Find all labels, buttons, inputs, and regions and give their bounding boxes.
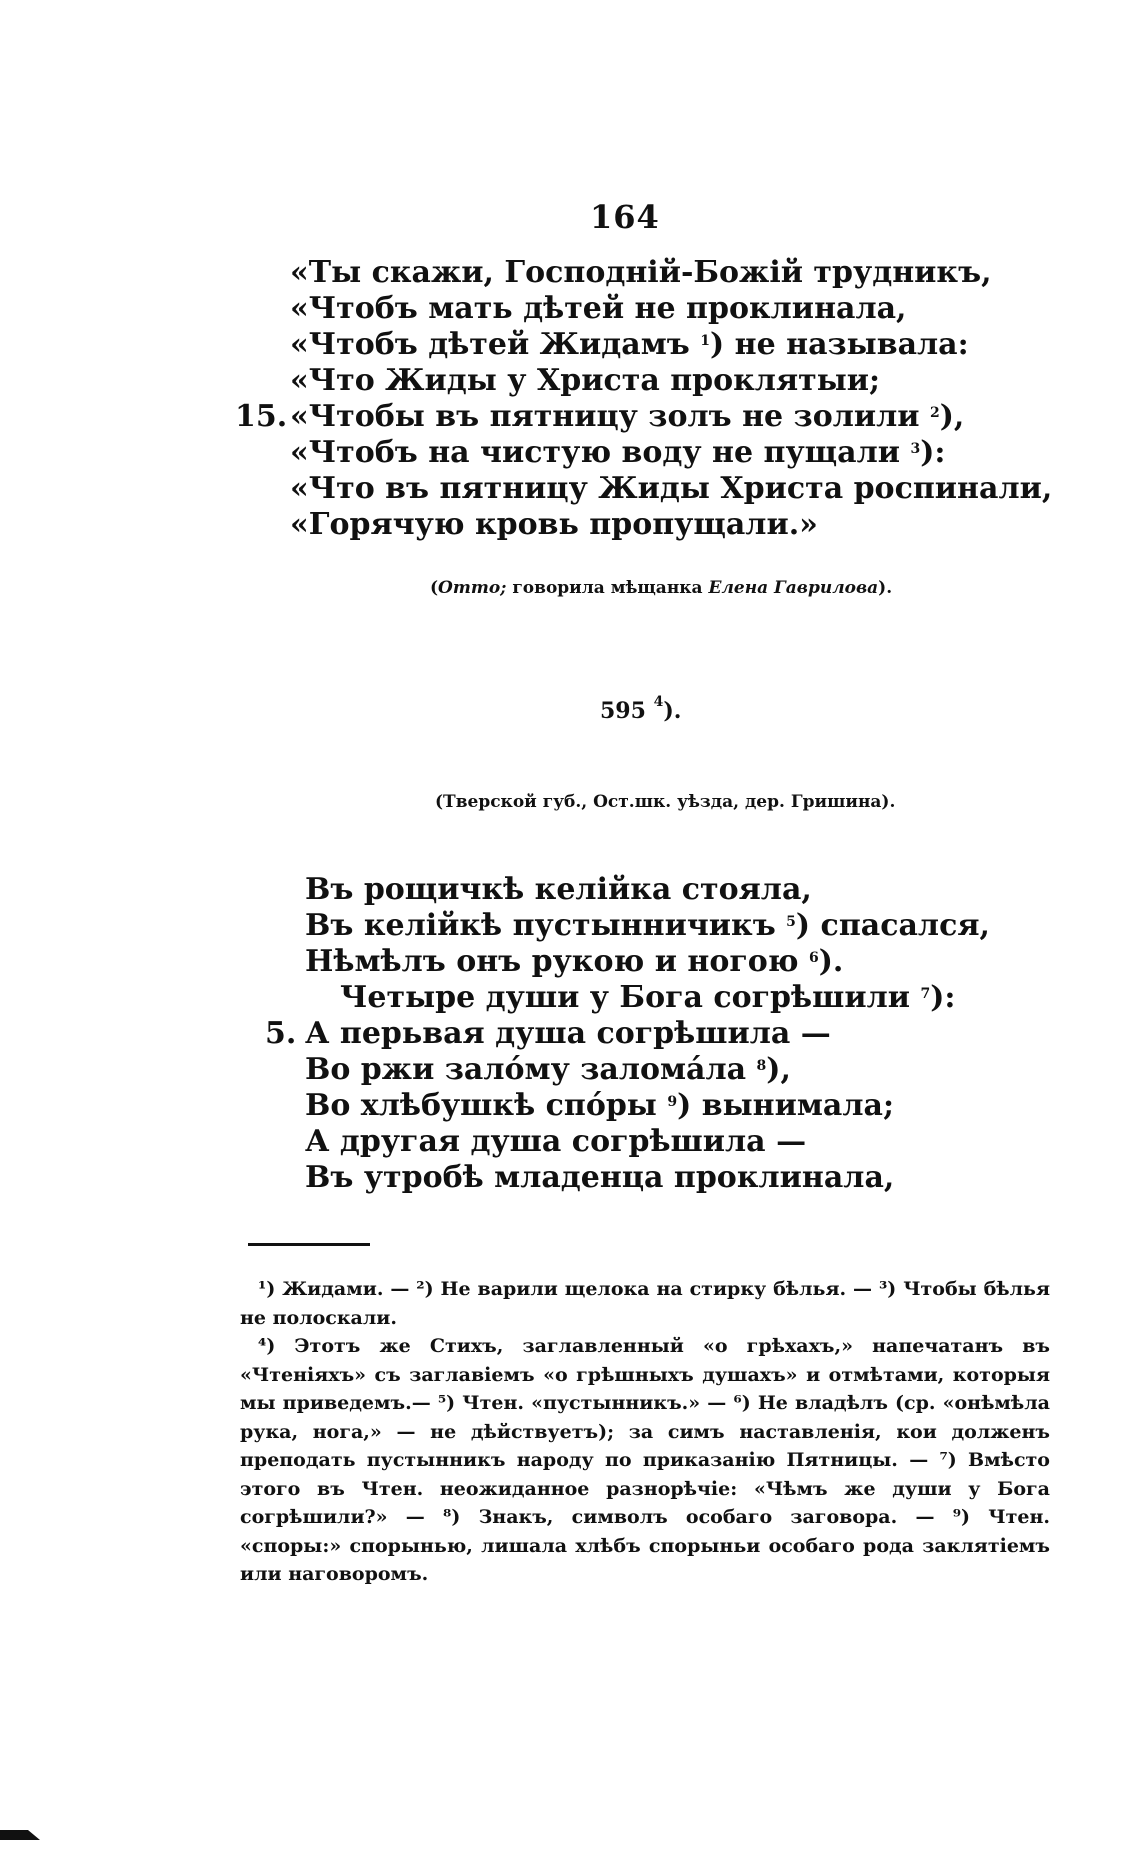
poem-line: Нѣмѣлъ онъ рукою и ногою $^6$). — [305, 944, 844, 979]
poem-line: А другая душа согрѣшила — — [305, 1124, 807, 1159]
footnote-rule — [248, 1243, 370, 1246]
poem-line: Въ утробѣ младенца проклинала, — [305, 1160, 895, 1195]
poem-line: 15. «Чтобы въ пятницу золъ не золили $^2$), — [235, 399, 965, 434]
footnote-ref: 1 — [700, 333, 710, 349]
poem-line: «Горячую кровь пропущали.» — [290, 507, 818, 542]
page-number: 164 — [590, 198, 660, 236]
footnote-ref: 4 — [653, 694, 664, 710]
poem-line: «Ты скажи, Господній-Божій трудникъ, — [290, 255, 992, 290]
page-edge-mark — [0, 1830, 40, 1840]
footnotes — [240, 1275, 1050, 1589]
song-number: 595 $^4$). — [600, 694, 682, 724]
footnote-paragraph: ⁴) Этотъ же Стихъ, заглавленный «о грѣхахъ,» напечатанъ въ «Чтеніяхъ» съ заглавіемъ «о грѣшныхъ душахъ» и отмѣтами, которыя мы приведемъ.— ⁵) Чтен. «пустынникъ.» — ⁶) Не владѣлъ (ср. «онѣмѣла рука, нога,» — не дѣйствуетъ); за симъ наставленія, кои долженъ преподать пустынникъ народу по приказанію Пятницы. — ⁷) Вмѣсто этого въ Чтен. неожиданное разнорѣчіе: «Чѣмъ же души у Бога согрѣшили?» — ⁸) Знакъ, символъ особаго заговора. — ⁹) Чтен. «споры:» спорынью, лишала хлѣбъ спорыньи особаго рода заклятіемъ или наговоромъ. — [240, 1335, 1050, 1585]
poem-second — [265, 872, 1045, 1196]
footnote-paragraph: ¹) Жидами. — ²) Не варили щелока на стирку бѣлья. — ³) Чтобы бѣлья не полоскали. — [240, 1278, 1050, 1329]
poem-line: 5. А перьвая душа согрѣшила — — [265, 1016, 831, 1051]
attribution: (Отто; говорила мѣщанка Елена Гаврилова). — [430, 578, 893, 598]
footnote-ref: 2 — [929, 405, 940, 421]
line-number: 5. — [265, 1016, 297, 1051]
poem-line: Во ржи залóму заломáла $^8$), — [305, 1052, 791, 1087]
poem-line: Четыре души у Бога согрѣшили $^7$): — [340, 980, 956, 1015]
poem-line: «Чтобъ мать дѣтей не проклинала, — [290, 291, 907, 326]
poem-line: «Чтобъ на чистую воду не пущали $^3$): — [290, 435, 946, 470]
footnote-ref: 6 — [808, 950, 819, 966]
poem-line: «Чтобъ дѣтей Жидамъ $^1$) не называла: — [290, 327, 969, 362]
location-note: (Тверской губ., Ост.шк. уѣзда, дер. Гришина). — [435, 792, 896, 812]
footnote-ref: 9 — [667, 1094, 678, 1110]
poem-line: Во хлѣбушкѣ спóры $^9$) вынимала; — [305, 1088, 895, 1123]
poem-line: Въ рощичкѣ келійка стояла, — [305, 872, 812, 907]
poem-line: «Что въ пятницу Жиды Христа роспинали, — [290, 471, 1053, 506]
footnote-ref: 3 — [910, 441, 921, 457]
poem-first — [235, 255, 1055, 543]
footnote-ref: 8 — [756, 1058, 767, 1074]
footnote-ref: 5 — [786, 914, 796, 930]
footnote-ref: 7 — [920, 986, 931, 1002]
line-number: 15. — [235, 399, 288, 434]
poem-line: Въ келійкѣ пустынничикъ $^5$) спасался, — [305, 908, 990, 943]
poem-line: «Что Жиды у Христа проклятыи; — [290, 363, 881, 398]
